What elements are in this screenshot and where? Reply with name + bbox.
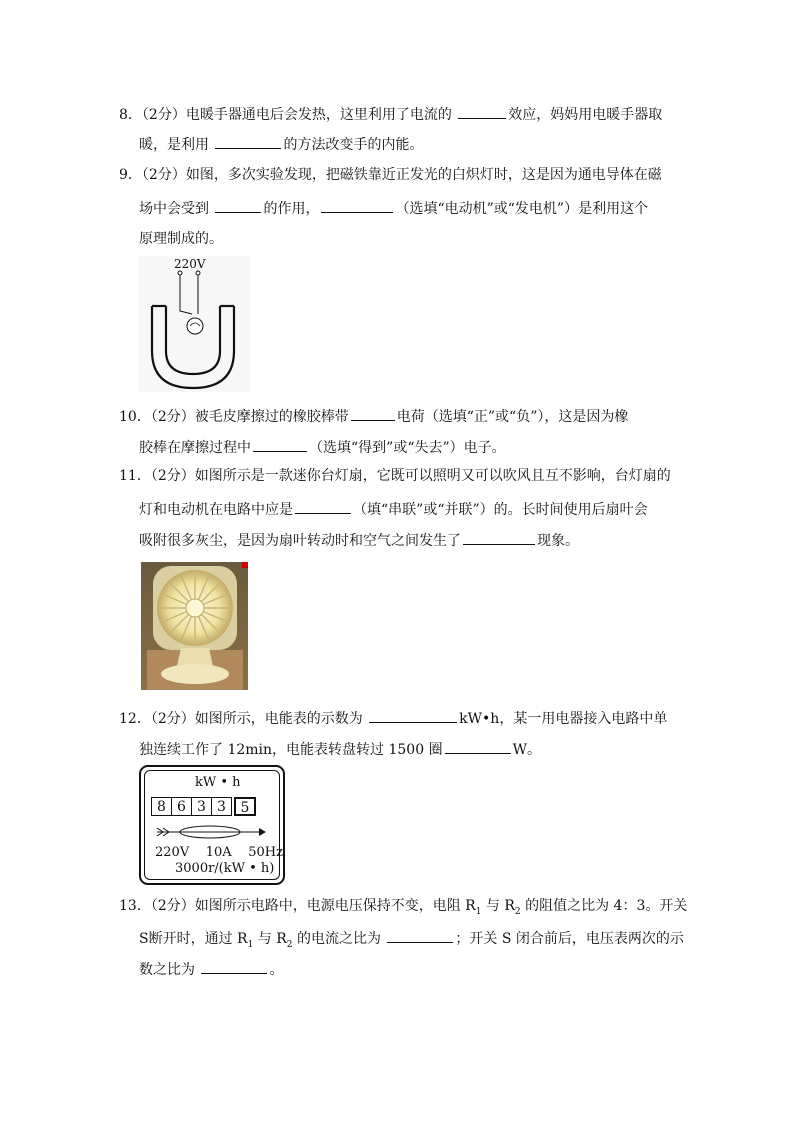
answer-blank[interactable] (369, 708, 457, 723)
voltage-label: 220V (174, 257, 206, 271)
q11-line-1: 11．（2分）如图所示是一款迷你台灯扇，它既可以照明又可以吹风且互不影响，台灯扇的 (119, 468, 671, 484)
q10-line-1: 10．（2分）被毛皮摩擦过的橡胶棒带 电荷（选填“正”或“负”），这是因为橡 (119, 406, 628, 426)
q12-line-1: 12．（2分）如图所示，电能表的示数为 kW•h，某一用电器接入电路中单 (119, 708, 667, 728)
answer-blank[interactable] (215, 198, 261, 213)
q10-line-2: 胶棒在摩擦过程中 （选填“得到”或“失去”）电子。 (139, 437, 506, 457)
meter-digit: 3 (191, 797, 212, 816)
q13-line-1: 13．（2分）如图所示电路中，电源电压保持不变，电阻 $R_1$ 与 $R_2$ 的阻值之比为 4：3。开关 (119, 898, 688, 917)
answer-blank[interactable] (458, 104, 506, 119)
q8-line-2: 暖，是利用 的方法改变手的内能。 (139, 134, 423, 154)
rotating-disc-arrow-icon (155, 823, 269, 841)
desk-fan-photo (141, 562, 248, 690)
answer-blank[interactable] (445, 739, 511, 754)
q9-line-2: 场中会受到 的作用， （选填“电动机”或“发电机”）是利用这个 (139, 198, 648, 218)
energy-meter-figure (139, 765, 285, 885)
q11-line-2: 灯和电动机在电路中应是 （填“串联”或“并联”）的。长时间使用后扇叶会 (139, 499, 648, 519)
meter-unit: kW • h (195, 775, 241, 790)
q11-line-3: 吸附很多灰尘，是因为扇叶转动时和空气之间发生了 现象。 (139, 530, 579, 550)
answer-blank[interactable] (295, 499, 351, 514)
meter-digit: 6 (171, 797, 192, 816)
q9-line-1: 9．（2分）如图，多次实验发现，把磁铁靠近正发光的白炽灯时，这是因为通电导体在磁 (119, 167, 662, 183)
q8-line-1: 8．（2分）电暖手器通电后会发热，这里利用了电流的 效应，妈妈用电暖手器取 (119, 104, 662, 124)
fan-icon (141, 562, 248, 690)
answer-blank[interactable] (253, 437, 307, 452)
meter-specs: 220V 10A 50Hz (155, 845, 283, 860)
u-magnet-icon (138, 256, 250, 392)
q13-line-2: S断开时，通过 $R_1$ 与 $R_2$ 的电流之比为 ；开关 S 闭合前后，电压表两次的示 (139, 928, 684, 948)
meter-digit: 8 (151, 797, 172, 816)
answer-blank[interactable] (201, 959, 267, 974)
meter-digit: 3 (211, 797, 232, 816)
energy-meter-frame (144, 770, 283, 880)
answer-blank[interactable] (215, 134, 281, 149)
meter-digit-decimal: 5 (234, 797, 256, 816)
answer-blank[interactable] (387, 928, 453, 943)
answer-blank[interactable] (463, 530, 535, 545)
q13-line-3: 数之比为 。 (139, 959, 283, 979)
meter-rate: 3000r/(kW • h) (175, 861, 275, 876)
answer-blank[interactable] (351, 406, 395, 421)
q9-line-3: 原理制成的。 (139, 231, 223, 247)
magnet-bulb-figure (138, 256, 250, 392)
answer-blank[interactable] (321, 198, 393, 213)
meter-digits (151, 797, 255, 816)
q12-line-2: 独连续工作了 12min，电能表转盘转过 1500 圈 W。 (139, 739, 541, 759)
